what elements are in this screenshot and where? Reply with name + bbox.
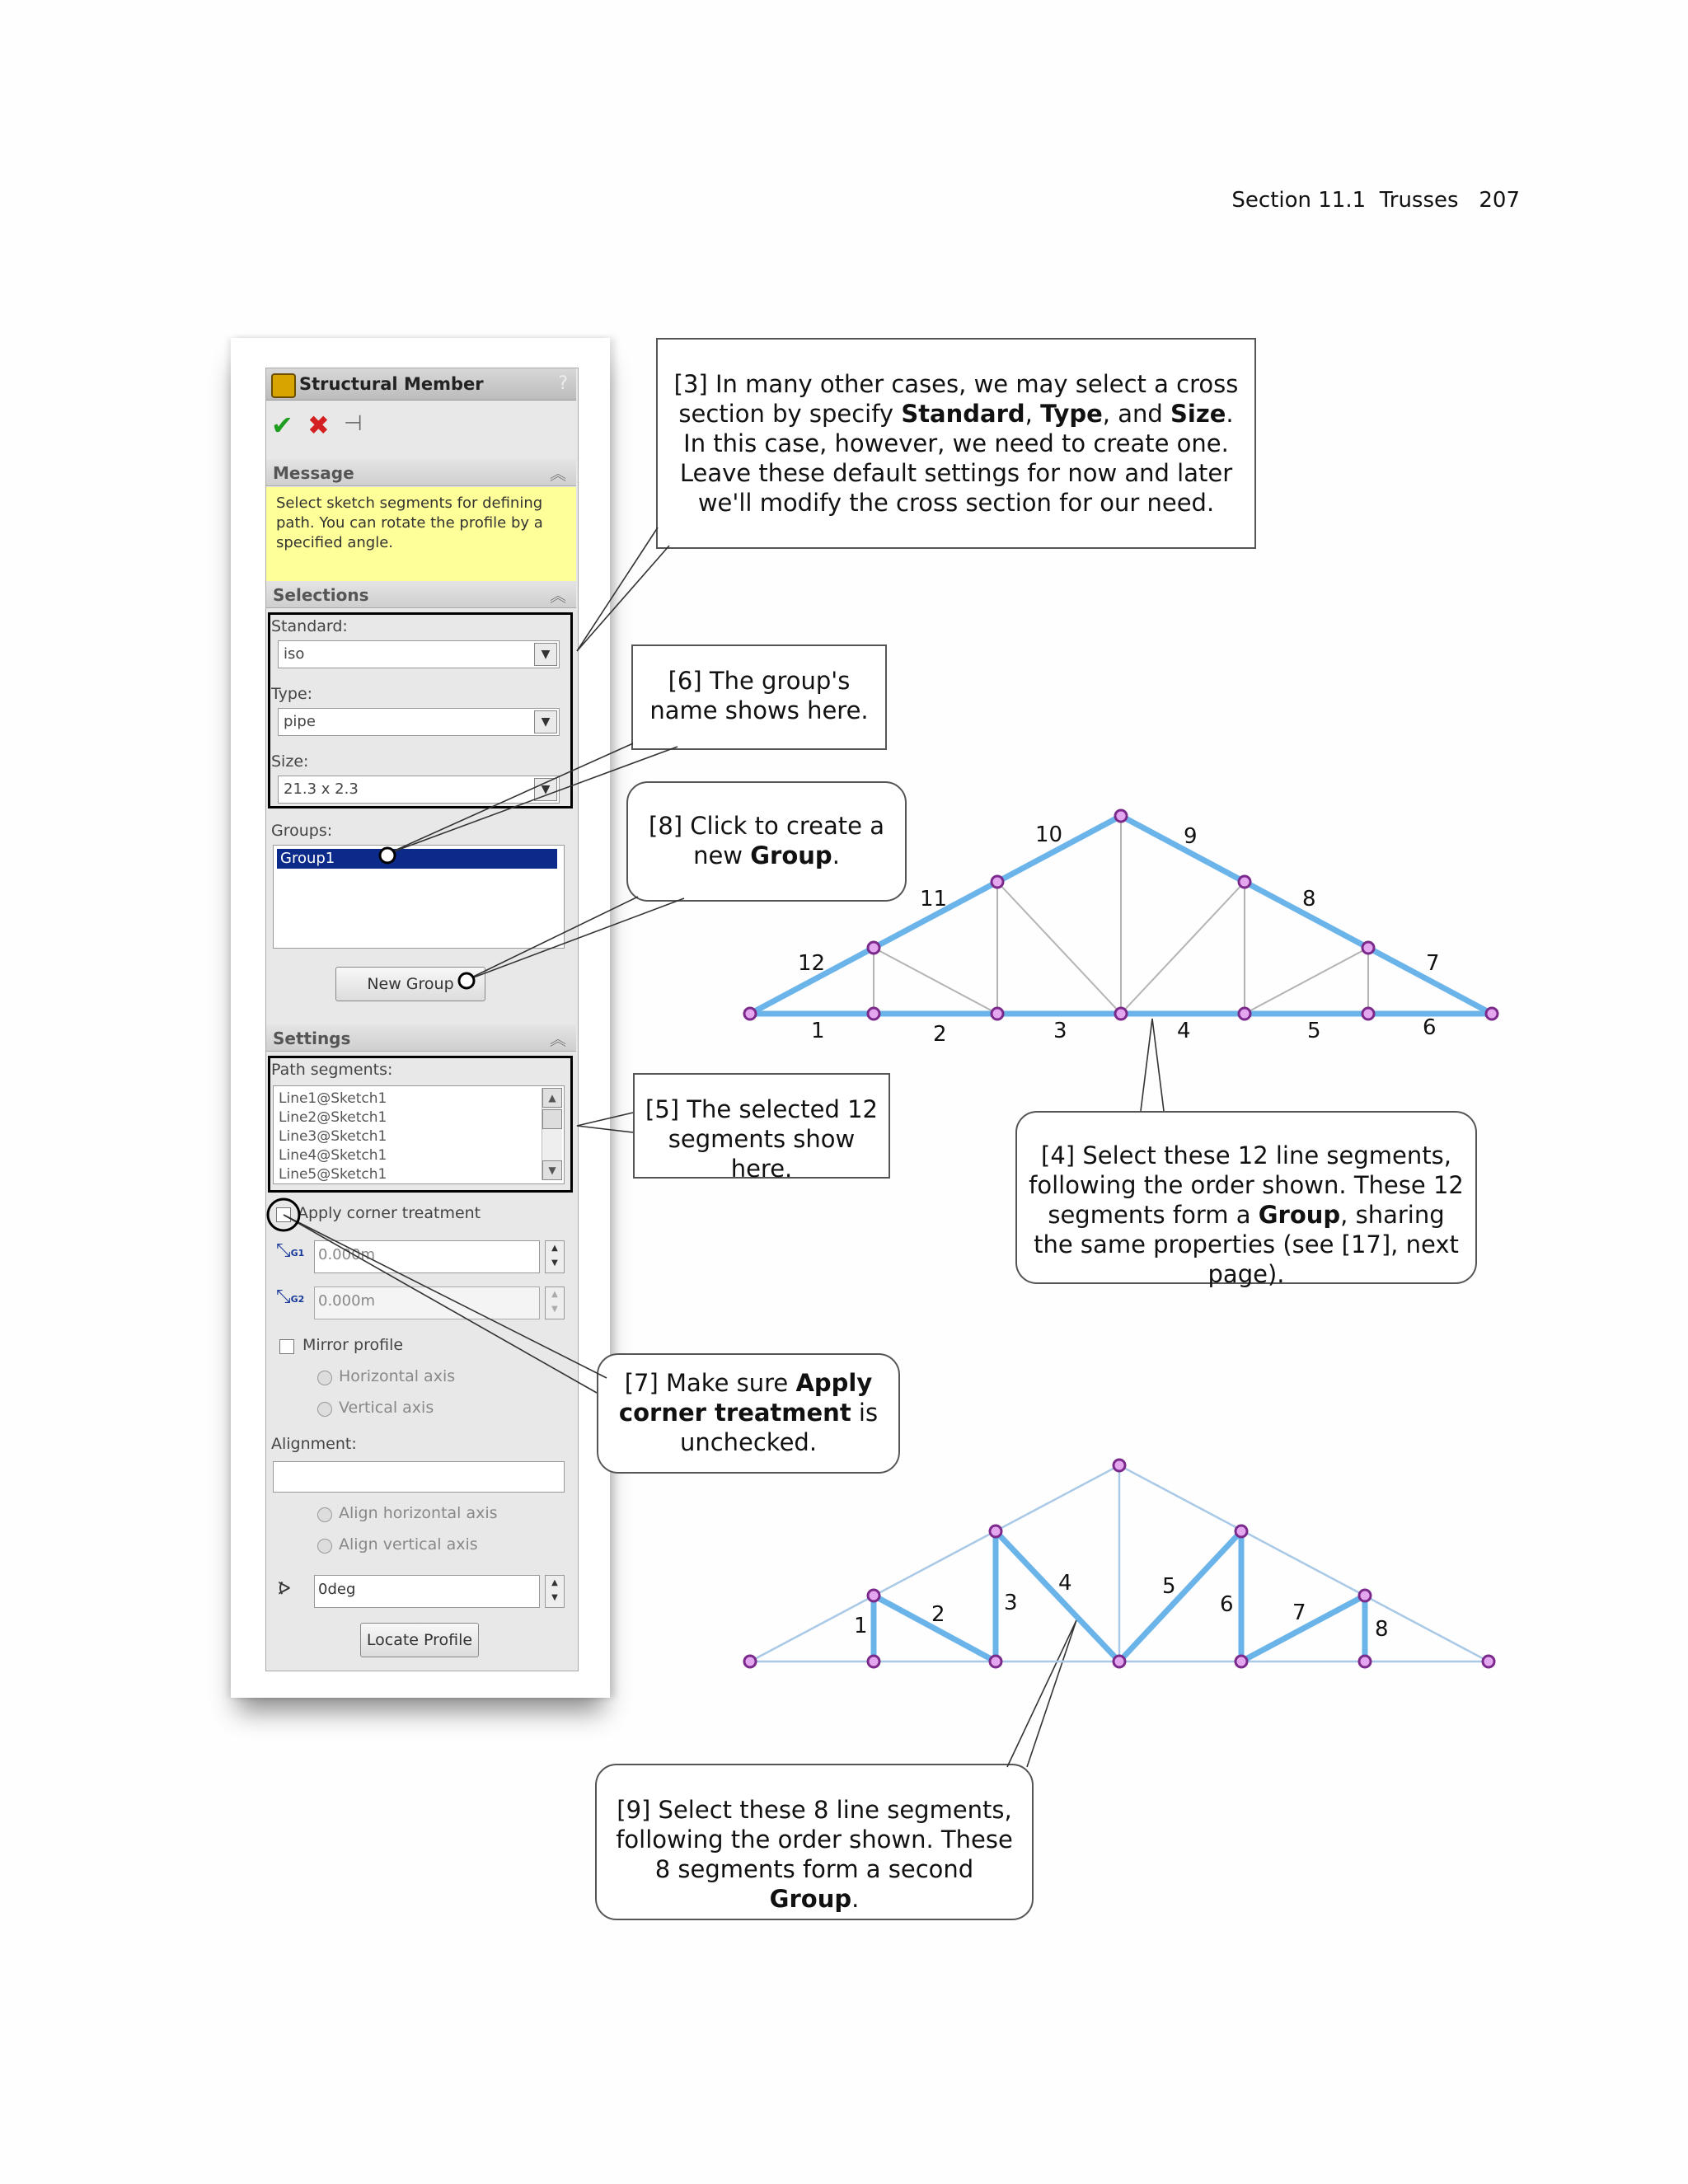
section-title: Section 11.1 Trusses: [1231, 188, 1459, 213]
panel-title: Structural Member: [299, 374, 484, 394]
collapse-icon[interactable]: ︽: [550, 586, 566, 606]
callout-text: [8] Click to create a new: [649, 812, 884, 869]
list-item[interactable]: Line2@Sketch1: [279, 1109, 387, 1126]
message-box: Select sketch segments for defining path. You can rotate the profile by a specified angle.: [266, 487, 576, 583]
help-icon[interactable]: ?: [558, 373, 568, 394]
mirror-profile-label: Mirror profile: [302, 1336, 404, 1354]
truss1-label: 8: [1302, 887, 1316, 912]
truss2-label: 2: [931, 1602, 945, 1627]
gap-g2-icon: ⤡G2: [276, 1286, 305, 1307]
new-group-button[interactable]: New Group: [335, 967, 485, 1001]
truss-1-webs: [874, 816, 1368, 1014]
callout-text: .: [832, 841, 840, 869]
truss2-label: 4: [1058, 1571, 1072, 1596]
truss1-label: 5: [1307, 1019, 1321, 1043]
callout-bold: Size: [1170, 400, 1226, 428]
leader-4: [1141, 1019, 1164, 1111]
vertical-axis-label: Vertical axis: [339, 1399, 434, 1417]
size-label: Size:: [271, 752, 309, 771]
callout-text: [4] Select these 12 line segments, following the order shown. These 12 segments form a: [1029, 1141, 1464, 1229]
message-title: Message: [273, 463, 354, 483]
callout-text: [7] Make sure: [624, 1369, 796, 1397]
apply-corner-label: Apply corner treatment: [298, 1204, 481, 1222]
horizontal-axis-label: Horizontal axis: [339, 1367, 456, 1385]
callout-text: [6] The group's name shows here.: [649, 667, 869, 724]
scroll-down-icon[interactable]: ▼: [542, 1160, 562, 1180]
group-pointer-marker: [380, 848, 395, 863]
page-number: 207: [1479, 188, 1520, 213]
callout-text: ,: [1025, 400, 1041, 428]
truss1-label: 3: [1053, 1019, 1067, 1043]
callout-text: [3] In many other cases, we may select a cross section by specify: [673, 370, 1239, 428]
truss1-label: 1: [811, 1019, 825, 1043]
list-item[interactable]: Line4@Sketch1: [279, 1147, 387, 1164]
callout-leaders: [284, 527, 1164, 1767]
new-group-pointer-marker: [459, 973, 474, 988]
angle-value: 0deg: [318, 1581, 356, 1598]
truss2-label: 5: [1162, 1574, 1176, 1599]
callout-text: . In this case, however, we need to create one. Leave these default settings for now and later we'll modify the cross section for our need.: [679, 400, 1234, 517]
groups-label: Groups:: [271, 822, 333, 840]
callout-bold: Type: [1040, 400, 1103, 428]
pushpin-icon[interactable]: ⊣: [344, 411, 363, 436]
callout-text: , and: [1102, 400, 1170, 428]
type-value: pipe: [284, 713, 316, 730]
leader-6: [387, 743, 678, 854]
callout-bold: Group: [1258, 1201, 1341, 1229]
settings-title: Settings: [273, 1029, 351, 1048]
leader-9: [1007, 1620, 1076, 1767]
alignment-label: Alignment:: [271, 1435, 357, 1453]
type-label: Type:: [271, 685, 313, 703]
path-segments-label: Path segments:: [271, 1061, 393, 1079]
list-item[interactable]: Line5@Sketch1: [279, 1166, 387, 1183]
truss2-label: 1: [854, 1614, 868, 1638]
truss1-label: 2: [933, 1022, 947, 1047]
standard-label: Standard:: [271, 617, 348, 635]
callout-bold: Group: [769, 1885, 852, 1913]
g1-badge: G1: [290, 1248, 305, 1258]
collapse-icon[interactable]: ︽: [550, 464, 566, 484]
truss2-label: 3: [1004, 1591, 1018, 1615]
leader-3: [577, 527, 669, 651]
g1-value: 0.000m: [318, 1246, 376, 1263]
callout-bold: Standard: [901, 400, 1025, 428]
truss1-label: 6: [1423, 1015, 1437, 1040]
angle-icon: ⦠: [278, 1575, 291, 1600]
chevron-down-icon[interactable]: ▼: [534, 778, 557, 801]
callout-bold: Apply corner treatment: [618, 1369, 873, 1427]
group-item[interactable]: Group1: [277, 849, 557, 869]
scroll-up-icon[interactable]: ▲: [542, 1088, 562, 1108]
collapse-icon[interactable]: ︽: [550, 1029, 566, 1049]
callout-text: [5] The selected 12 segments show here.: [645, 1095, 878, 1183]
list-item[interactable]: Line1@Sketch1: [279, 1090, 387, 1107]
g2-stepper[interactable]: ▲ ▼: [545, 1286, 565, 1319]
g1-stepper[interactable]: ▲ ▼: [545, 1240, 565, 1273]
gap-g1-icon: ⤡G1: [276, 1240, 305, 1261]
align-horizontal-label: Align horizontal axis: [339, 1504, 498, 1522]
ok-icon[interactable]: ✔: [271, 410, 293, 441]
g2-badge: G2: [290, 1294, 305, 1305]
selections-title: Selections: [273, 585, 369, 605]
list-item[interactable]: Line3@Sketch1: [279, 1128, 387, 1145]
leader-7: [284, 1215, 607, 1393]
pointer-markers: [268, 848, 474, 1230]
truss2-label: 7: [1292, 1601, 1306, 1625]
callout-text: , sharing the same properties (see [17], next page).: [1034, 1201, 1459, 1288]
truss1-label: 9: [1184, 824, 1198, 849]
callout-bold: Group: [750, 841, 832, 869]
locate-profile-button[interactable]: Locate Profile: [360, 1623, 479, 1657]
truss-1: [744, 810, 1498, 1019]
truss2-label: 6: [1220, 1592, 1234, 1617]
leader-8: [465, 897, 684, 981]
truss1-label: 12: [798, 951, 826, 976]
g2-value: 0.000m: [318, 1292, 376, 1310]
truss1-label: 4: [1177, 1019, 1191, 1043]
truss1-label: 7: [1426, 951, 1440, 976]
standard-value: iso: [284, 645, 305, 663]
callout-text: is unchecked.: [679, 1399, 879, 1456]
chevron-down-icon[interactable]: ▼: [534, 710, 557, 733]
cancel-icon[interactable]: ✖: [307, 410, 330, 441]
callout-text: [9] Select these 8 line segments, following the order shown. These 8 segments form a second: [616, 1796, 1013, 1883]
leader-5: [577, 1113, 633, 1132]
callout-text: .: [851, 1885, 860, 1913]
size-value: 21.3 x 2.3: [284, 780, 359, 798]
align-vertical-label: Align vertical axis: [339, 1535, 478, 1554]
chevron-down-icon[interactable]: ▼: [534, 643, 557, 666]
truss2-label: 8: [1375, 1617, 1389, 1642]
angle-stepper[interactable]: ▲ ▼: [545, 1575, 565, 1608]
truss1-label: 11: [920, 887, 948, 912]
truss1-label: 10: [1035, 823, 1063, 847]
